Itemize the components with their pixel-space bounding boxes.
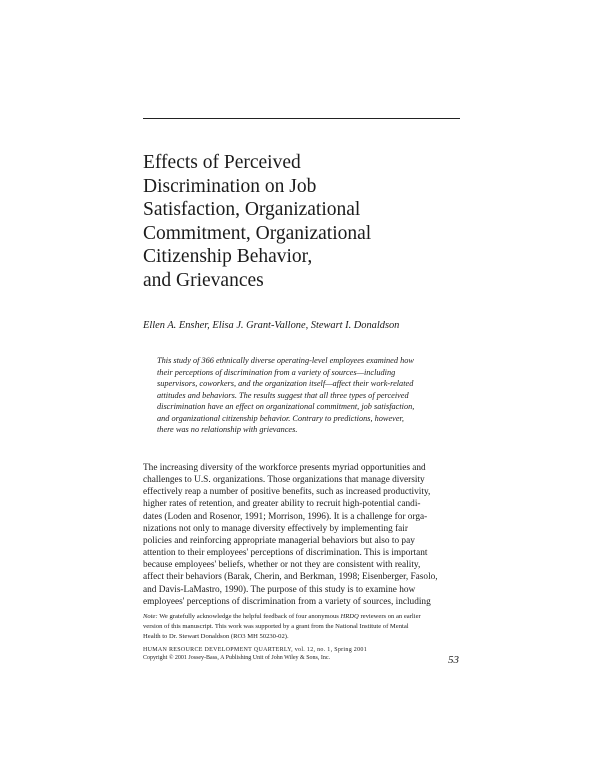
body-line: because employees' beliefs, whether or not they are consistent with reality, (143, 560, 421, 571)
title-line: Citizenship Behavior, (143, 246, 313, 268)
body-line: challenges to U.S. organizations. Those organizations that manage diversity (143, 475, 425, 486)
top-rule (143, 118, 460, 119)
body-line: dates (Loden and Rosenor, 1991; Morrison, 1996). It is a challenge for orga- (143, 511, 428, 522)
abstract-line: and organizational citizenship behavior. Contrary to predictions, however, (157, 413, 404, 423)
page-footer (143, 646, 367, 662)
page-number: 53 (448, 654, 459, 666)
title-line: Satisfaction, Organizational (143, 199, 361, 221)
body-line: affect their behaviors (Barak, Cherin, and Berkman, 1998; Eisenberger, Fasolo, (143, 572, 438, 583)
body-line: policies and reinforcing appropriate managerial behaviors but also to pay (143, 535, 415, 546)
copyright-line: Copyright © 2001 Jossey-Bass, A Publishing Unit of John Wiley & Sons, Inc. (143, 655, 331, 662)
body-line: higher rates of retention, and greater ability to recruit high-potential candi- (143, 499, 421, 510)
title-line: Effects of Perceived (143, 152, 301, 173)
body-line: effectively reap a number of positive benefits, such as increased productivity, (143, 487, 431, 498)
footnote-line: version of this manuscript. This work was supported by a grant from the National Institute of Mental (143, 622, 409, 630)
abstract-line: This study of 366 ethnically diverse operating-level employees examined how (157, 356, 414, 365)
footnote-line: Health to Dr. Stewart Donaldson (RO3 MH 50230-02). (143, 632, 289, 640)
abstract-line: supervisors, coworkers, and the organization itself—affect their work-related (157, 379, 414, 388)
note-text: reviewers on an earlier (360, 613, 421, 620)
body-line: The increasing diversity of the workforce presents myriad opportunities and (143, 463, 426, 473)
author-list: Ellen A. Ensher, Elisa J. Grant-Vallone, Stewart I. Donaldson (143, 320, 400, 331)
note-label: Note: (143, 613, 158, 620)
title-line: Commitment, Organizational (143, 222, 372, 244)
body-text (143, 462, 461, 608)
abstract-line: there was no relationship with grievances. (157, 425, 298, 434)
abstract-line: discrimination have an effect on organizational commitment, job satisfaction, (157, 402, 415, 411)
journal-abbreviation: HRDQ (340, 613, 359, 620)
journal-citation: HUMAN RESOURCE DEVELOPMENT QUARTERLY, vol. 12, no. 1, Spring 2001 (143, 647, 367, 653)
title-line: Discrimination on Job (143, 175, 317, 197)
article-title (143, 151, 463, 293)
body-line: attention to their employees' perceptions of discrimination. This is important (143, 548, 428, 559)
abstract-line: attitudes and behaviors. The results suggest that all three types of perceived (157, 390, 409, 400)
title-line: and Grievances (143, 269, 264, 291)
body-line: nizations not only to manage diversity effectively by implementing fair (143, 523, 408, 534)
note-text: We gratefully acknowledge the helpful feedback of four anonymous (159, 613, 339, 620)
abstract-line: their perceptions of discrimination from a variety of sources—including (157, 367, 396, 377)
body-line: and Davis-LaMastro, 1990). The purpose of this study is to examine how (143, 584, 416, 595)
abstract (157, 355, 457, 436)
footnote (143, 612, 461, 641)
body-line: employees' perceptions of discrimination from a variety of sources, including (143, 596, 431, 607)
footnote-line (143, 612, 461, 622)
